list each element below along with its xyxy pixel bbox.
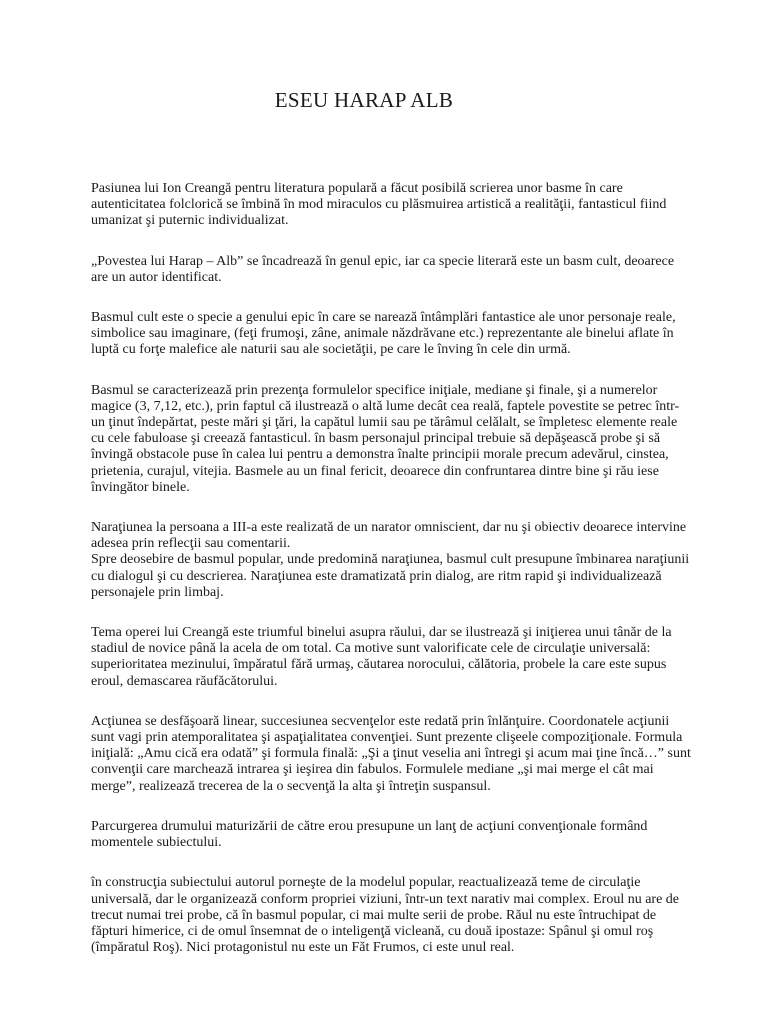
paragraph-8: Parcurgerea drumului maturizării de către erou presupune un lanţ de acţiuni convenţionale formând momentele subiectului. (91, 818, 648, 851)
document-body (91, 181, 691, 980)
document-title: ESEU HARAP ALB (274, 88, 454, 112)
paragraph-9: în construcţia subiectului autorul porneşte de la modelul popular, reactualizează teme de circulaţie universală, dar le organizează conform propriei viziuni, într-un text narativ mai complex. Eroul nu are de trecut numai trei probe, că în basmul popular, ci mai multe serii de probe. Răul nu este întruchipat de făpturi himerice, ci de omul însemnat de o inteligenţă vicleană, cu două ipostaze: Spânul şi omul roş (împăratul Roş). Nici protagonistul nu este un Făt Frumos, ci este unul real. (91, 875, 680, 956)
paragraph-7: Acţiunea se desfăşoară linear, succesiunea secvenţelor este redată prin înlănţuire. Coordonatele acţiunii sunt vagi prin atemporalitatea şi aspaţialitatea convenţiei. Sunt prezente clişeele compoziţionale. Formula iniţială: „Amu cică era odată” şi formula finală: „Şi a ţinut veselia ani întregi şi acum mai ţine încă…” sunt convenţii care marchează intrarea şi ieşirea din fabulos. Formulele mediane „şi mai merge el cât mai merge”, realizează trecerea de la o secvenţă la alta şi întreţin suspansul. (91, 713, 691, 794)
paragraph-3: Basmul cult este o specie a genului epic în care se narează întâmplări fantastice ale unor personaje reale, simbolice sau imaginare, (feţi frumoşi, zâne, animale năzdrăvane etc.) reprezentante ale binelui aflate în luptă cu forţe malefice ale naturii sau ale societăţii, pe care le înving în cele din urmă. (91, 310, 676, 358)
paragraph-2: „Povestea lui Harap – Alb” se încadrează în genul epic, iar ca specie literară este un basm cult, deoarece are un autor identificat. (91, 253, 675, 285)
paragraph-1: Pasiunea lui Ion Creangă pentru literatura populară a făcut posibilă scrierea unor basme în care autenticitatea folclorică se îmbină în mod miraculos cu plăsmuirea artistică a realităţii, fantasticul fiind umanizat şi puternic individualizat. (91, 181, 667, 229)
paragraph-4: Basmul se caracterizează prin prezenţa formulelor specifice iniţiale, mediane şi finale, şi a numerelor magice (3, 7,12, etc.), prin faptul că ilustrează o altă lume decât cea reală, faptele povestite se petrec într-un ţinut îndepărtat, peste mări şi ţări, la capătul lumii sau pe tărâmul celălalt, se împletesc elemente reale cu cele fabuloase şi creează fantasticul. în basm personajul principal trebuie să depăşească probe şi să învingă obstacole puse în calea lui pentru a demonstra înalte principii morale precum adevărul, cinstea, prietenia, curajul, vitejia. Basmele au un final fericit, deoarece din confruntarea dintre bine şi rău iese învingător binele. (91, 382, 680, 495)
paragraph-5: Naraţiunea la persoana a III-a este realizată de un narator omniscient, dar nu şi obiectiv deoarece intervine adesea prin reflecţii sau comentarii. Spre deosebire de basmul popular, unde predomină naraţiunea, basmul cult presupune îmbinarea naraţiunii cu dialogul şi cu descrierea. Naraţiunea este dramatizată prin dialog, are ritm rapid şi individualizează personajele prin limbaj. (91, 520, 690, 600)
paragraph-6: Tema operei lui Creangă este triumful binelui asupra răului, dar se ilustrează şi iniţierea unui tânăr de la stadiul de novice până la acela de om total. Ca motive sunt valorificate cele de circulaţie universală: superioritatea mezinului, împăratul fără urmaş, căutarea norocului, călătoria, probele la care este supus eroul, demascarea răufăcătorului. (91, 625, 672, 689)
